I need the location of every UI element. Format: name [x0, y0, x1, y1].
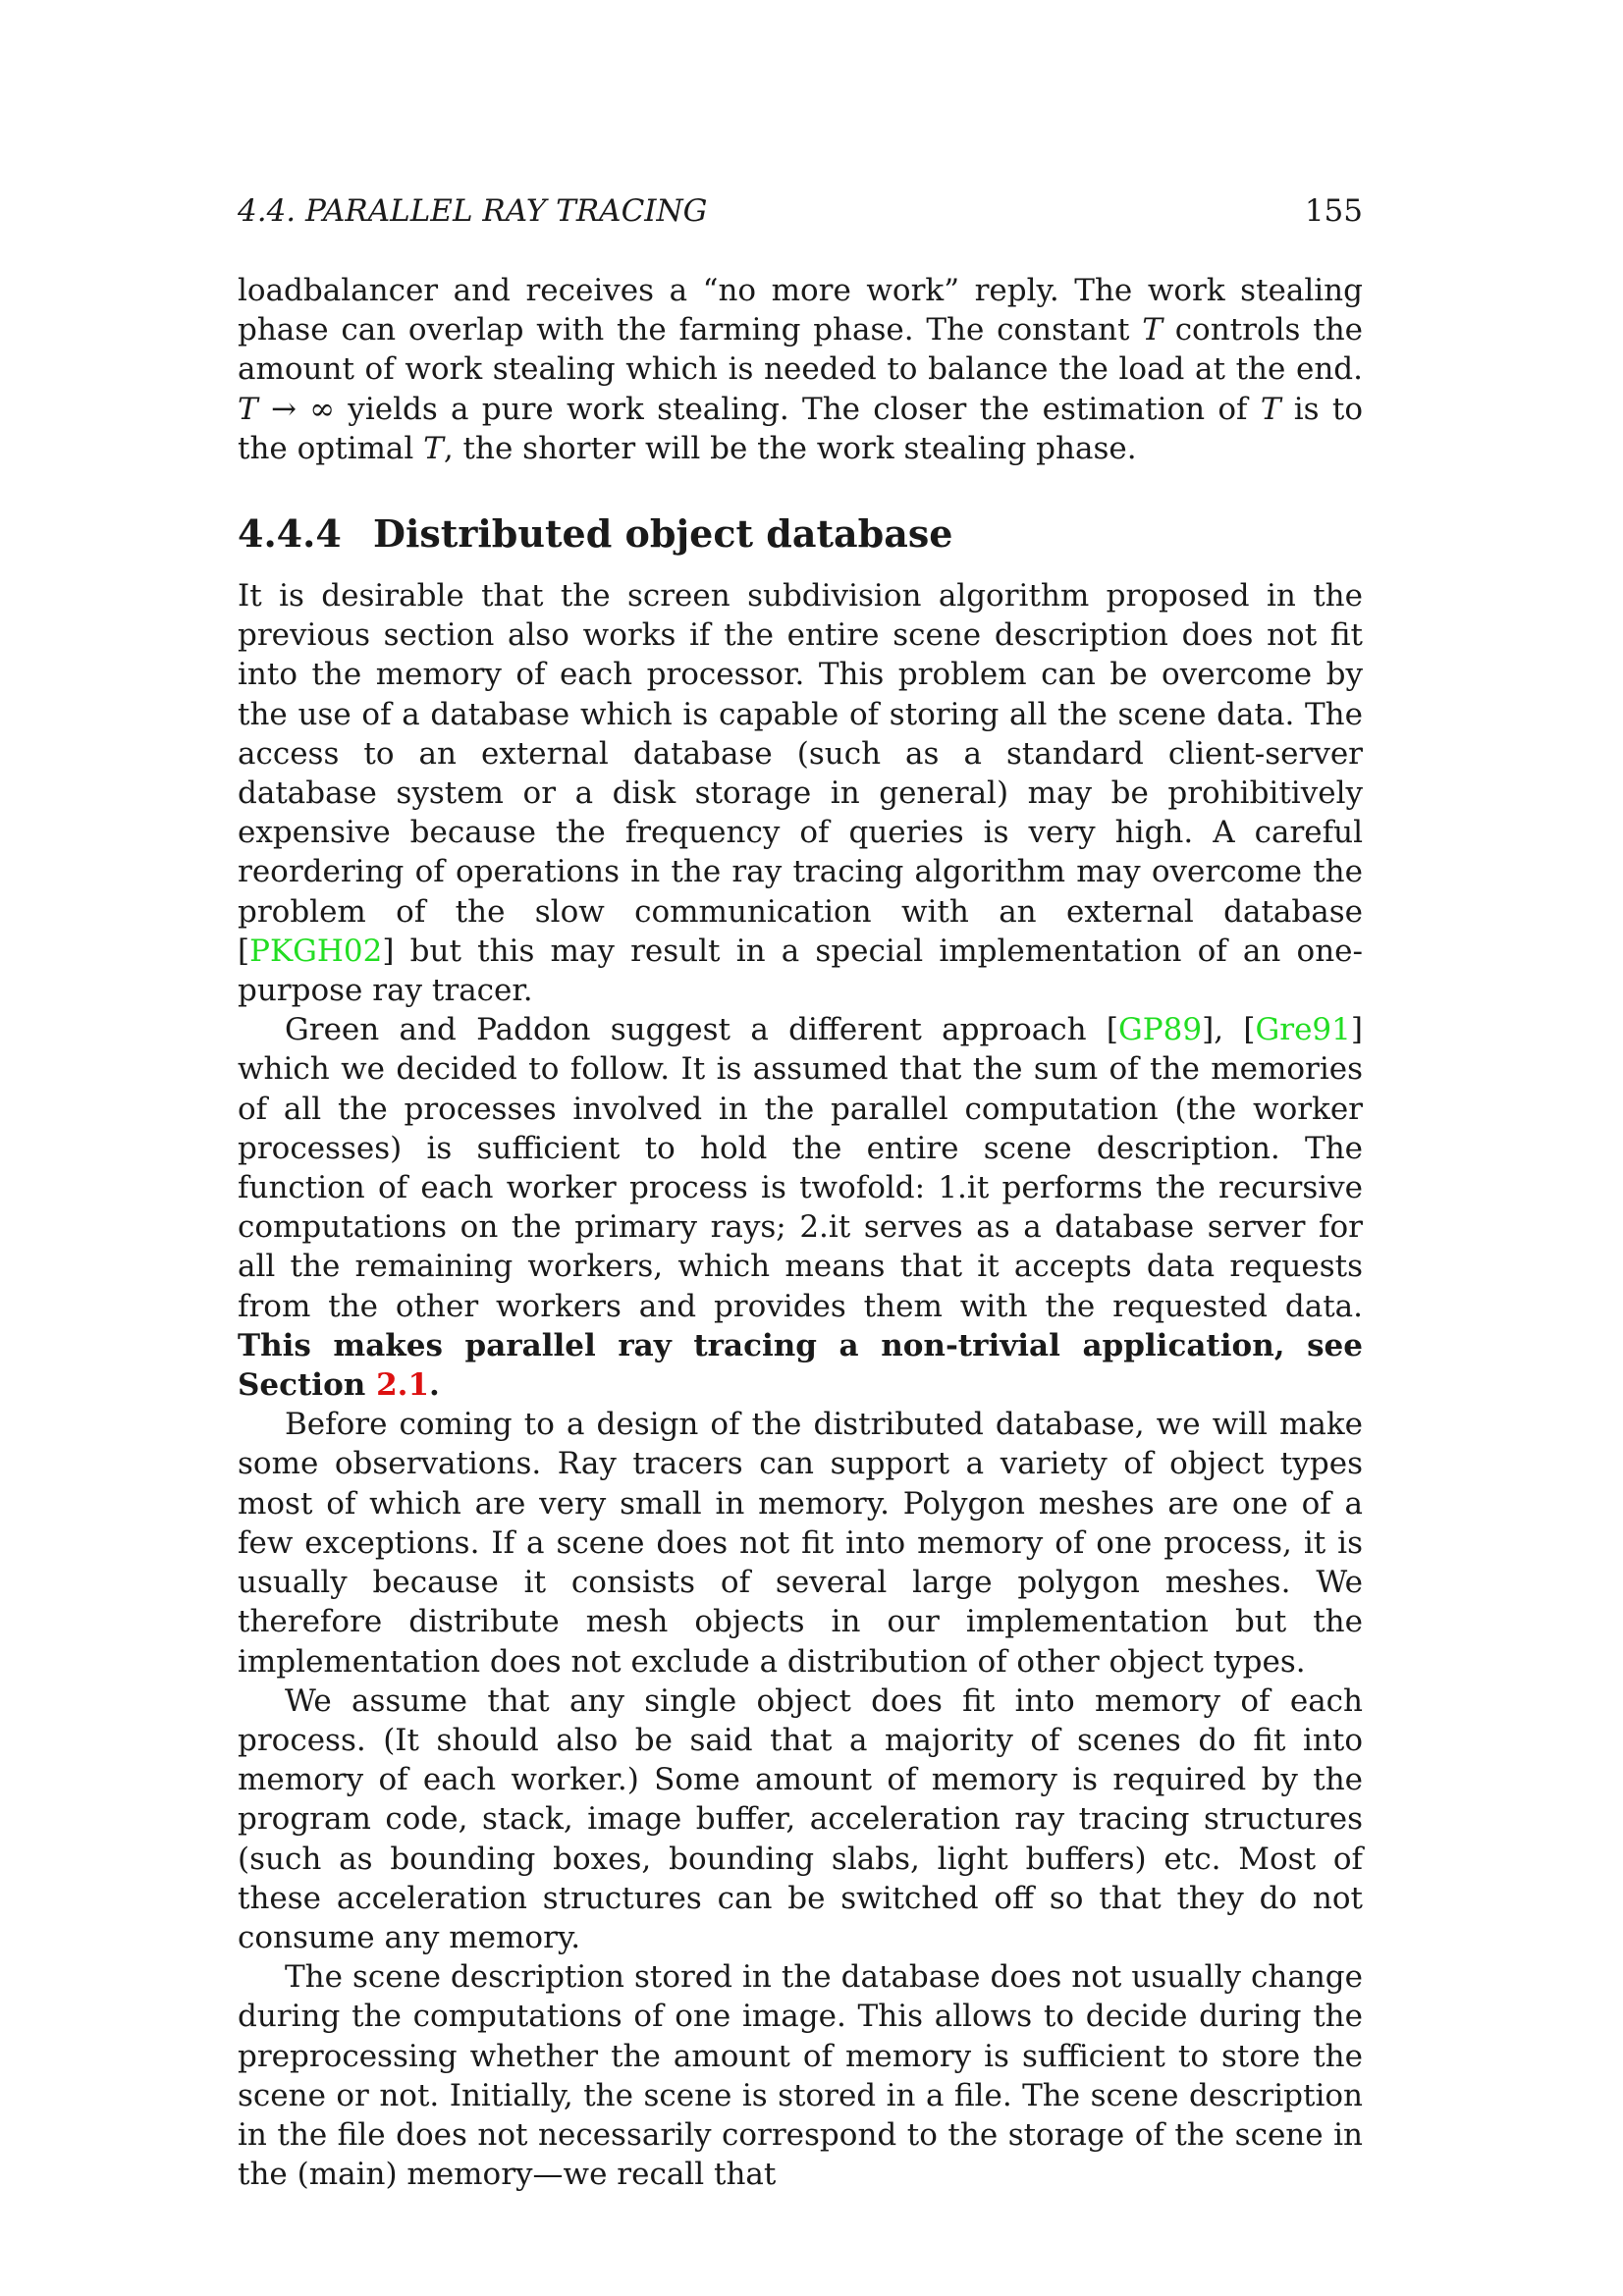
text-run: which we decided to follow. It is assumed that the sum of the memories of all the processes involved in the parallel computation (the worker processes) is sufficient to hold the entire scene description. The function of each worker process is twofold: 1.it performs the recursive computations on the primary rays; 2.it serves as a database server for all the remaining workers, which means that it accepts data requests from the other workers and provides them with the requested data. — [238, 1051, 1363, 1324]
text-run: is to the optimal — [238, 391, 1363, 466]
citation-bracket: [ — [238, 933, 250, 969]
text-run: . — [429, 1367, 440, 1404]
citation-bracket: ] — [1350, 1012, 1363, 1048]
paragraph-intro — [238, 576, 1363, 1010]
citation-bracket: [ — [1106, 1012, 1119, 1048]
text-run: It is desirable that the screen subdivision algorithm proposed in the previous section also works if the entire scene description does not fit into the memory of each processor. This problem can be overcome by the use of a database which is capable of storing all the scene data. The access to an external database (such as a standard client-server database system or a disk storage in general) may be prohibitively expensive because the frequency of queries is very high. A careful reordering of operations in the ray tracing algorithm may overcome the problem of the slow communication with an external database — [238, 578, 1363, 930]
paragraph-scene-description: The scene description stored in the database does not usually change during the computations of one image. This allows to decide during the preprocessing whether the amount of memory is sufficient to store the scene or not. Initially, the scene is stored in a file. The scene description in the file does not necessarily correspond to the storage of the scene in the (main) memory—we recall that — [238, 1959, 1363, 2193]
section-title: Distributed object database — [373, 511, 953, 557]
running-header — [238, 192, 1363, 230]
citation-bracket: ] — [1202, 1012, 1215, 1048]
citation-link-gre91[interactable]: Gre91 — [1255, 1012, 1351, 1048]
bold-statement: This makes parallel ray tracing a non-trivial application, see Section — [238, 1327, 1363, 1404]
text-run: controls the amount of work stealing which is needed to balance the load at the end. — [238, 312, 1364, 388]
chapter-title: 4.4. PARALLEL RAY TRACING — [238, 193, 708, 229]
page-content — [238, 192, 1363, 2194]
section-reference-link[interactable]: 2.1 — [376, 1367, 430, 1404]
section-heading — [238, 511, 1363, 557]
text-run: , the shorter will be the work stealing phase. — [443, 430, 1137, 466]
math-symbol: T — [1260, 391, 1281, 427]
math-symbol: T — [1142, 312, 1163, 348]
paragraph-work-stealing — [238, 271, 1363, 468]
paragraph-green-paddon — [238, 1010, 1363, 1405]
text-run: yields a pure work stealing. The closer the estimation of — [335, 391, 1261, 427]
text-run: but this may result in a special implementation of an one-purpose ray tracer. — [238, 933, 1363, 1009]
citation-bracket: [ — [1243, 1012, 1256, 1048]
section-number: 4.4.4 — [238, 511, 342, 557]
paragraph-observations: Before coming to a design of the distributed database, we will make some observations. Ray tracers can support a variety of object types most of which are very small in memory. Polygon meshes are one of a few exceptions. If a scene does not fit into memory of one process, it is usually because it consists of several large polygon meshes. We therefore distribute mesh objects in our implementation but the implementation does not exclude a distribution of other object types. — [238, 1407, 1363, 1680]
citation-bracket: ] — [382, 933, 395, 969]
math-symbol: T — [238, 391, 258, 427]
citation-link-gp89[interactable]: GP89 — [1118, 1012, 1203, 1048]
math-symbol: T — [423, 430, 444, 466]
text-run: Green and Paddon suggest a different approach — [285, 1012, 1107, 1048]
math-expression: → ∞ — [257, 391, 336, 427]
text-run: loadbalancer and receives a “no more work” reply. The work stealing phase can overlap with the farming phase. The constant — [238, 273, 1363, 348]
text-run: , — [1214, 1012, 1244, 1048]
paragraph-memory-assumption: We assume that any single object does fit into memory of each process. (It should also be said that a majority of scenes do fit into memory of each worker.) Some amount of memory is required by the program code, stack, image buffer, acceleration ray tracing structures (such as bounding boxes, bounding slabs, light buffers) etc. Most of these acceleration structures can be switched off so that they do not consume any memory. — [238, 1682, 1363, 1955]
citation-link-pkgh02[interactable]: PKGH02 — [249, 933, 383, 969]
page-number: 155 — [1304, 193, 1363, 229]
